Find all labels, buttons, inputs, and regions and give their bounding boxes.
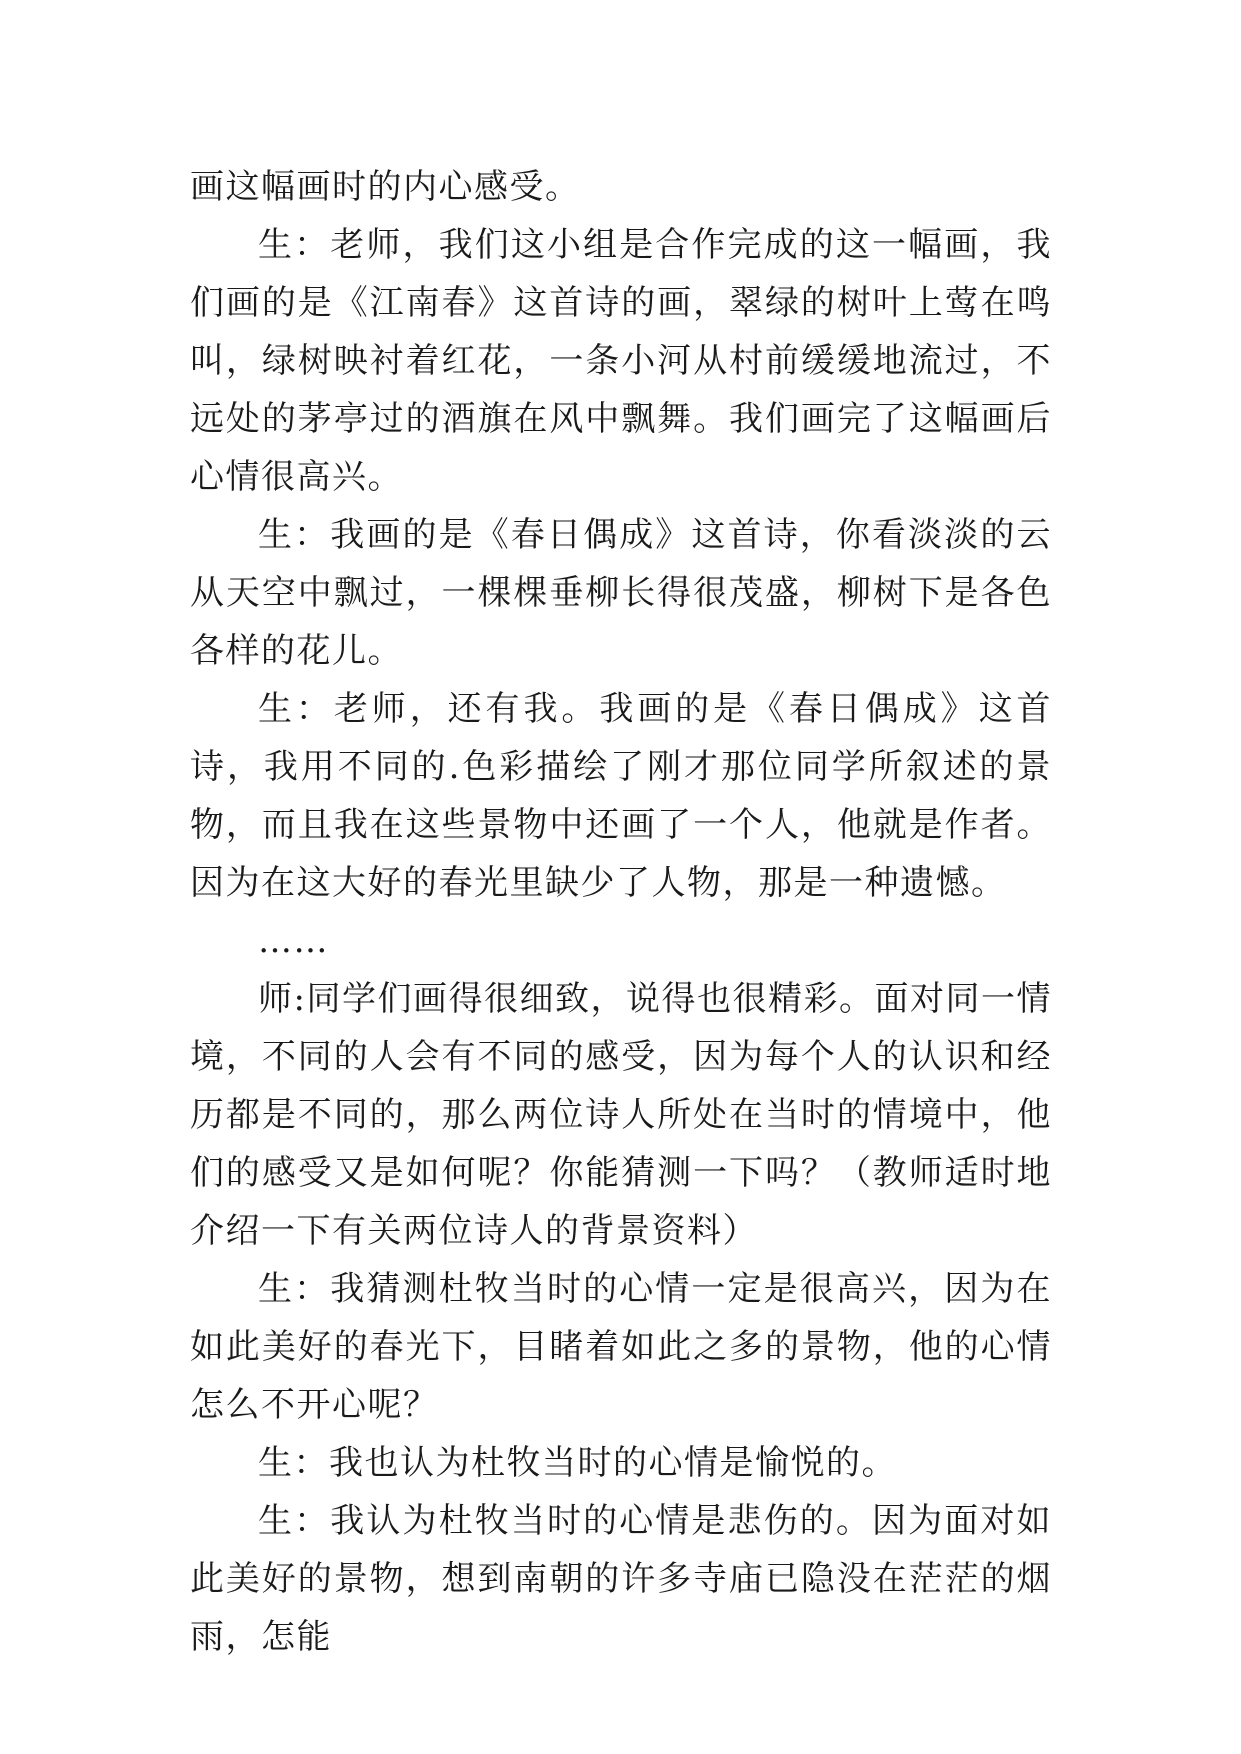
paragraph-9: 生：我认为杜牧当时的心情是悲伤的。因为面对如此美好的景物，想到南朝的许多寺庙已隐没在茫茫的烟雨，怎能 xyxy=(190,1501,1052,1657)
paragraph-8: 生：我也认为杜牧当时的心情是愉悦的。 xyxy=(258,1443,897,1483)
paragraph-2: 生：老师，我们这小组是合作完成的这一幅画，我们画的是《江南春》这首诗的画，翠绿的树叶上莺在鸣叫，绿树映衬着红花，一条小河从村前缓缓地流过，不远处的茅亭过的酒旗在风中飘舞。我们画完了这幅画后心情很高兴。 xyxy=(190,225,1052,497)
paragraph-6: 师:同学们画得很细致，说得也很精彩。面对同一情境，不同的人会有不同的感受，因为每个人的认识和经历都是不同的，那么两位诗人所处在当时的情境中，他们的感受又是如何呢？你能猜测一下吗？（教师适时地介绍一下有关两位诗人的背景资料） xyxy=(190,979,1052,1251)
ellipsis-paragraph: …… xyxy=(258,921,329,961)
paragraph-7: 生：我猜测杜牧当时的心情一定是很高兴，因为在如此美好的春光下，目睹着如此之多的景物，他的心情怎么不开心呢？ xyxy=(190,1269,1052,1425)
body-text xyxy=(190,158,1052,1666)
paragraph-1: 画这幅画时的内心感受。 xyxy=(190,167,581,207)
paragraph-4: 生：老师，还有我。我画的是《春日偶成》这首诗，我用不同的.色彩描绘了刚才那位同学所叙述的景物，而且我在这些景物中还画了一个人，他就是作者。因为在这大好的春光里缺少了人物，那是一种遗憾。 xyxy=(190,689,1052,903)
paragraph-3: 生：我画的是《春日偶成》这首诗，你看淡淡的云从天空中飘过，一棵棵垂柳长得很茂盛，柳树下是各色各样的花儿。 xyxy=(190,515,1052,671)
